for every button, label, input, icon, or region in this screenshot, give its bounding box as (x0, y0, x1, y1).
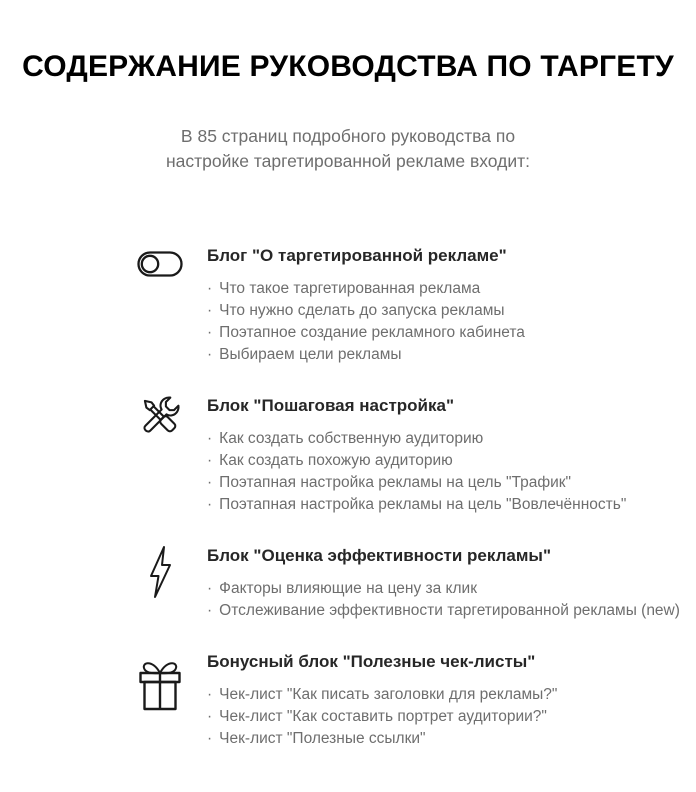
list-item (207, 578, 656, 600)
list-item (207, 322, 525, 344)
page-title: СОДЕРЖАНИЕ РУКОВОДСТВА ПО ТАРГЕТУ (22, 50, 674, 83)
section-icon-column (135, 652, 185, 713)
section-icon-column (135, 246, 185, 277)
list-item-text: Что нужно сделать до запуска рекламы (219, 302, 505, 319)
section-heading: Блок "Оценка эффективности рекламы" (207, 546, 552, 565)
list-item (207, 278, 525, 300)
bullet-dot: · (207, 346, 213, 363)
bullet-dot: · (207, 430, 213, 447)
bullet-dot: · (207, 496, 213, 513)
list-item-text: Факторы влияющие на цену за клик (219, 580, 477, 597)
section-icon-column (135, 396, 185, 442)
sections-list (0, 246, 696, 750)
list-item-text: Как создать похожую аудиторию (219, 452, 453, 469)
subtitle-line-1: В 85 страниц подробного руководства по (180, 126, 516, 146)
list-item-text: Отслеживание эффективности таргетированной рекламы (new) (219, 602, 680, 619)
list-item (207, 706, 557, 728)
list-item (207, 450, 626, 472)
section-text-column (207, 546, 680, 622)
bullet-dot: · (207, 730, 213, 747)
gift-icon (138, 653, 182, 713)
list-item (207, 728, 557, 750)
list-item-text: Чек-лист "Полезные ссылки" (219, 730, 426, 747)
section-effectiveness (135, 546, 680, 622)
list-item (207, 428, 626, 450)
list-item-text: Чек-лист "Как составить портрет аудитории?" (219, 708, 547, 725)
list-item (207, 344, 525, 366)
section-text-column (207, 396, 626, 516)
list-item-text: Что такое таргетированная реклама (219, 280, 481, 297)
toggle-switch-icon (137, 251, 183, 277)
subtitle-line-2: настройке таргетированной рекламе входит: (165, 151, 531, 171)
list-item-text: Выбираем цели рекламы (219, 346, 402, 363)
list-item (207, 300, 525, 322)
section-heading: Бонусный блок "Полезные чек-листы" (207, 652, 536, 671)
section-text-column (207, 652, 557, 750)
section-setup (135, 396, 656, 516)
section-blog (135, 246, 656, 366)
list-item-text: Поэтапная настройка рекламы на цель "Вовлечённость" (219, 496, 627, 513)
bullet-dot: · (207, 474, 213, 491)
section-icon-column (135, 546, 185, 599)
bullet-dot: · (207, 580, 213, 597)
list-item-text: Как создать собственную аудиторию (219, 430, 484, 447)
bullet-dot: · (207, 280, 213, 297)
bullet-dot: · (207, 324, 213, 341)
bullet-dot: · (207, 452, 213, 469)
bullet-dot: · (207, 708, 213, 725)
bullet-dot: · (207, 602, 213, 619)
list-item (207, 494, 626, 516)
bullet-dot: · (207, 302, 213, 319)
section-text-column (207, 246, 525, 366)
bullet-dot: · (207, 686, 213, 703)
section-heading: Блог "О таргетированной рекламе" (207, 246, 507, 265)
list-item (207, 600, 680, 622)
section-heading: Блок "Пошаговая настройка" (207, 396, 455, 415)
section-items (207, 278, 525, 366)
list-item (207, 472, 626, 494)
list-item-text: Чек-лист "Как писать заголовки для рекламы?" (219, 686, 558, 703)
list-item-text: Поэтапная настройка рекламы на цель "Трафик" (219, 474, 572, 491)
section-items (207, 684, 557, 750)
tools-icon (135, 390, 185, 442)
section-bonus (135, 652, 656, 750)
section-items (207, 578, 680, 622)
page-subtitle (0, 124, 696, 174)
section-items (207, 428, 626, 516)
list-item (207, 684, 557, 706)
list-item-text: Поэтапное создание рекламного кабинета (219, 324, 525, 341)
lightning-icon (147, 545, 173, 599)
